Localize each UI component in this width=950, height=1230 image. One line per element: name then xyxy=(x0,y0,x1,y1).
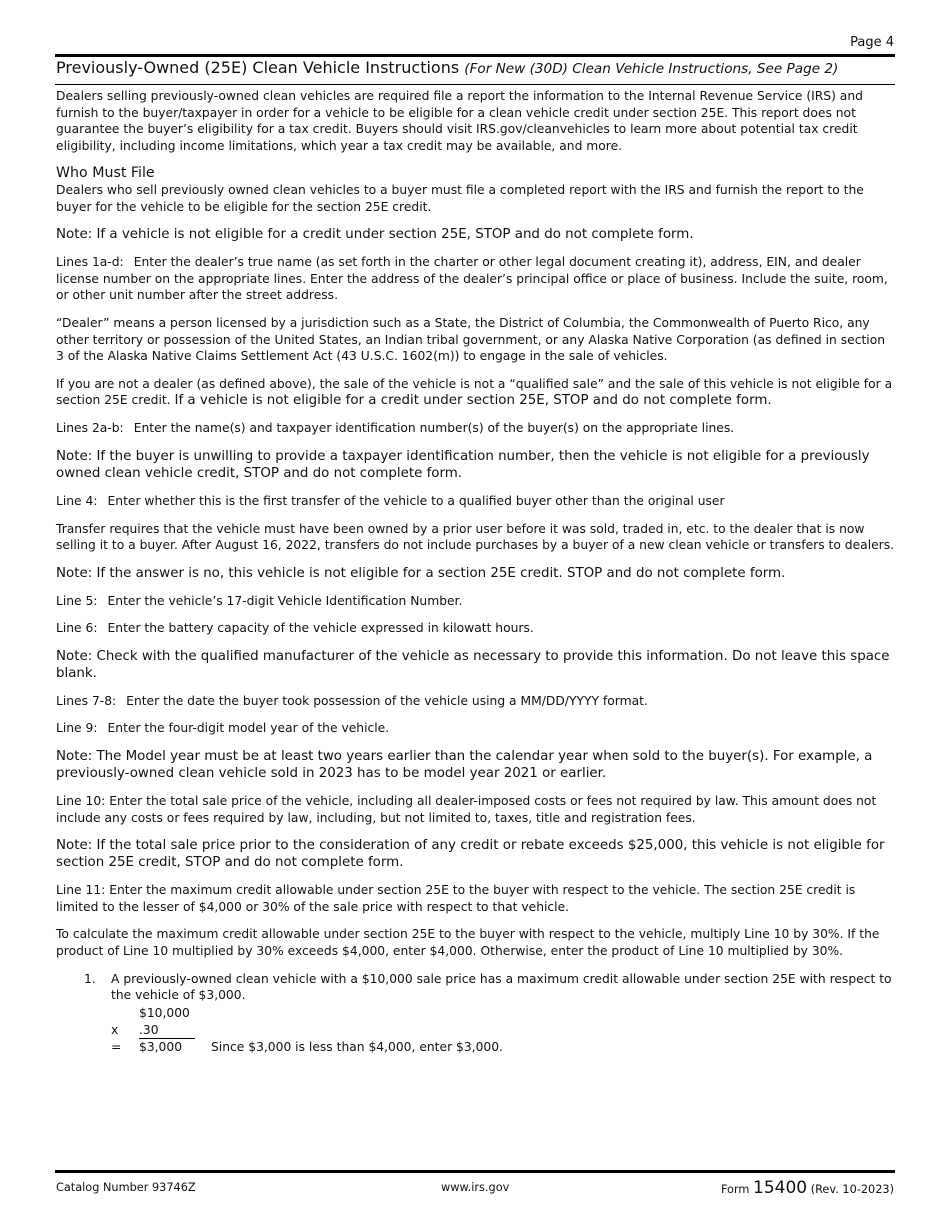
lines-7-8-text: Enter the date the buyer took possession of the vehicle using a MM/DD/YYYY format. xyxy=(126,693,648,708)
form-number: 15400 xyxy=(753,1178,808,1198)
form-prefix: Form xyxy=(720,1183,750,1196)
note-tin: Note: If the buyer is unwilling to provide a taxpayer identification number, then the vehicle is not eligible for a previously owned clean vehicle credit, STOP and do not complete form. xyxy=(56,448,870,481)
lines-2a-b-label: Lines 2a-b: xyxy=(56,421,124,436)
calc-multiply-sign: x xyxy=(111,1022,119,1037)
calculation-paragraph: To calculate the maximum credit allowable under section 25E to the buyer with respect to the vehicle, multiply Line 10 by 30%. If the product of Line 10 multiplied by 30% exceeds $4,000, enter $4,000. Otherwise, enter the product of Line 10 multiplied by 30%. xyxy=(56,927,880,959)
who-must-file-heading: Who Must File xyxy=(56,165,155,182)
page-title xyxy=(56,58,838,77)
line-11: Line 11: Enter the maximum credit allowable under section 25E to the buyer with respect to the vehicle. The section 25E credit is limited to the lesser of $4,000 or 30% of the sale price with respect to that vehicle. xyxy=(56,883,856,914)
line-4 xyxy=(56,493,896,510)
lines-1a-d-text: Enter the dealer’s true name (as set forth in the charter or other legal document creating it), address, EIN, and dealer license number on the appropriate lines. Enter the address of the dealer’s principal office or place of business. Include the suite, room, or other unit number after the street address. xyxy=(56,255,888,303)
note-eligible: Note: If a vehicle is not eligible for a credit under section 25E, STOP and do not complete form. xyxy=(56,227,694,243)
page-footer xyxy=(56,1178,894,1200)
line-4-label: Line 4: xyxy=(56,493,98,508)
lines-2a-b-text: Enter the name(s) and taxpayer identification number(s) of the buyer(s) on the appropriate lines. xyxy=(133,421,735,436)
line-6 xyxy=(56,620,896,637)
catalog-number: Catalog Number 93746Z xyxy=(56,1181,196,1194)
line-5-text: Enter the vehicle’s 17-digit Vehicle Identification Number. xyxy=(107,593,463,608)
form-identifier xyxy=(721,1178,894,1198)
line-5-label: Line 5: xyxy=(56,593,98,608)
calc-value-2: .30 xyxy=(139,1022,195,1040)
line-9-text: Enter the four-digit model year of the vehicle. xyxy=(107,721,390,736)
note-answer-no: Note: If the answer is no, this vehicle is not eligible for a section 25E credit. STOP and do not complete form. xyxy=(56,565,786,581)
lines-1a-d xyxy=(56,254,896,304)
line-10: Line 10: Enter the total sale price of the vehicle, including all dealer-imposed costs or fees not required by law. This amount does not include any costs or fees required by law, including, but not limited to, taxes, title and registration fees. xyxy=(56,794,877,825)
line-4-text: Enter whether this is the first transfer of the vehicle to a qualified buyer other than the original user xyxy=(107,493,725,508)
calc-equals-sign: = xyxy=(111,1039,122,1054)
website-link[interactable]: www.irs.gov xyxy=(441,1181,510,1194)
not-dealer-paragraph xyxy=(56,376,896,410)
calc-result: $3,000 xyxy=(139,1039,183,1054)
form-revision: (Rev. 10-2023) xyxy=(810,1183,894,1196)
note-battery: Note: Check with the qualified manufacturer of the vehicle as necessary to provide this information. Do not leave this space blank. xyxy=(56,648,890,681)
example-calculation xyxy=(111,1005,896,1057)
note-sale-price: Note: If the total sale price prior to the consideration of any credit or rebate exceeds $25,000, this vehicle is not eligible for section 25E credit, STOP and do not complete form. xyxy=(56,838,885,871)
instructions-body xyxy=(56,88,896,1057)
header-rule xyxy=(55,54,895,57)
dealer-definition: “Dealer” means a person licensed by a jurisdiction such as a State, the District of Columbia, the Commonwealth of Puerto Rico, any other territory or possession of the United States, an Indian tribal government, or any Alaska Native Corporation (as defined in section 3 of the Alaska Native Claims Settlement Act (43 U.S.C. 1602(m)) to engage in the sale of vehicles. xyxy=(56,315,886,364)
line-6-label: Line 6: xyxy=(56,621,98,636)
calc-value-1: $10,000 xyxy=(139,1005,190,1020)
note-model-year: Note: The Model year must be at least two years earlier than the calendar year when sold to the buyer(s). For example, a previously-owned clean vehicle sold in 2023 has to be model year 2021 or earlier. xyxy=(56,749,873,782)
not-dealer-text: If you are not a dealer (as defined above), the sale of the vehicle is not a “qualified sale” and the sale of this vehicle is not eligible for a section 25E credit. xyxy=(56,376,893,408)
line-9 xyxy=(56,720,896,737)
lines-1a-d-label: Lines 1a-d: xyxy=(56,255,124,270)
title-subtitle: (For New (30D) Clean Vehicle Instructions, See Page 2) xyxy=(464,61,839,77)
line-6-text: Enter the battery capacity of the vehicle expressed in kilowatt hours. xyxy=(107,621,534,636)
lines-2a-b xyxy=(56,420,896,437)
lines-7-8 xyxy=(56,693,896,710)
not-dealer-note: If a vehicle is not eligible for a credit under section 25E, STOP and do not complete form. xyxy=(174,393,772,409)
line-9-label: Line 9: xyxy=(56,721,98,736)
calc-explanation: Since $3,000 is less than $4,000, enter $3,000. xyxy=(211,1039,503,1054)
transfer-definition: Transfer requires that the vehicle must have been owned by a prior user before it was sold, traded in, etc. to the dealer that is now selling it to a buyer. After August 16, 2022, transfers do not include purchases by a buyer of a new clean vehicle or transfers to dealers. xyxy=(56,521,895,553)
header-underline xyxy=(55,84,895,85)
example-number: 1. xyxy=(84,971,96,986)
title-text: Previously-Owned (25E) Clean Vehicle Instructions xyxy=(56,58,460,77)
line-5 xyxy=(56,593,896,610)
lines-7-8-label: Lines 7-8: xyxy=(56,693,117,708)
who-must-file-text: Dealers who sell previously owned clean vehicles to a buyer must file a completed report with the IRS and furnish the report to the buyer for the vehicle to be eligible for the section 25E credit. xyxy=(56,182,864,214)
example-text: A previously-owned clean vehicle with a $10,000 sale price has a maximum credit allowable under section 25E with respect to the vehicle of $3,000. xyxy=(111,971,892,1003)
example-item xyxy=(56,971,896,1057)
footer-rule xyxy=(55,1170,895,1173)
page-number: Page 4 xyxy=(850,35,894,50)
intro-paragraph: Dealers selling previously-owned clean vehicles are required file a report the information to the Internal Revenue Service (IRS) and furnish to the buyer/taxpayer in order for a vehicle to be eligible for a clean vehicle credit under section 25E. This report does not guarantee the buyer’s eligibility for a tax credit. Buyers should visit IRS.gov/cleanvehicles to learn more about potential tax credit eligibility, including income limitations, which year a tax credit may be available, and more. xyxy=(56,89,863,153)
